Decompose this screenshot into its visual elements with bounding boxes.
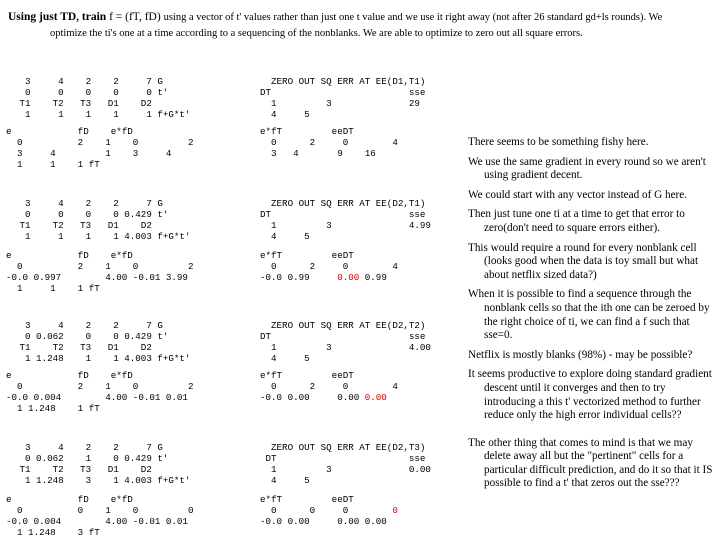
highlighted-zero-value: 0.00 [337,272,360,283]
round2-matrix: 3 4 2 2 7 G 0 0 0 0 0.429 t' T1 T2 T3 D1 D2 1 1 1 1 4.003 f+G*t' [14,198,191,242]
round2-error-matrix: e fD e*fD 0 2 1 0 2 -0.0 0.997 4.00 -0.01 3.99 1 1 1 fT [6,250,194,294]
note-paragraph: Then just tune one ti at a time to get that error to zero(don't need to square errors either). [468,208,685,234]
note-paragraph: We use the same gradient in every round so we aren't using gradient decent. [468,155,706,182]
round3-error-matrix: e fD e*fD 0 2 1 0 2 -0.0 0.004 4.00 -0.01 0.01 1 1.248 1 fT [6,370,194,414]
note-paragraph: There seems to be something fishy here. [468,136,649,148]
round1-eft-panel: e*fT eeDT 0 2 0 4 3 4 9 16 [260,126,398,159]
notes-column [468,136,716,497]
round4-matrix: 3 4 2 2 7 G 0 0.062 1 0 0.429 t' T1 T2 T3 D1 D2 1 1.248 3 1 4.003 f+G*t' [14,442,191,486]
round4-error-matrix: e fD e*fD 0 0 1 0 0 -0.0 0.004 4.00 -0.01 0.01 1 1.248 3 fT [6,494,194,538]
note-paragraph: It seems productive to explore doing standard gradient descent until it converges and then to try introducing a this t' vectorized method to further reduce only the high error individual cells?? [468,368,712,422]
round2-sse-panel: ZERO OUT SQ ERR AT EE(D2,T1) DT sse 1 3 4.99 4 5 [260,198,431,242]
note-paragraph: Netflix is mostly blanks (98%) - may be possible? [468,348,693,361]
header-description: using a vector of t' values rather than just one t value and we use it right away (not after 26 standard gd+ls rounds). We [163,12,663,23]
round4-sse-panel: ZERO OUT SQ ERR AT EE(D2,T3) DT sse 1 3 0.00 4 5 [260,442,431,486]
header-bold-lead: Using just TD, train [8,11,107,23]
page-header [8,9,718,42]
header-line-2: optimize the ti's one at a time according to a sequencing of the nonblanks. We are able to optimize to zero out all square errors. [50,28,583,39]
highlighted-zero-value: 0 [392,505,398,516]
note-paragraph: We could start with any vector instead of G here. [468,188,688,201]
round1-error-matrix: e fD e*fD 0 2 1 0 2 3 4 1 3 4 1 1 1 fT [6,126,194,170]
round2-eft-panel: e*fT eeDT 0 2 0 4 -0.0 0.99 0.00 0.99 [260,250,398,283]
header-line-1 [8,9,718,26]
round3-matrix: 3 4 2 2 7 G 0 0.062 0 0 0.429 t' T1 T2 T3 D1 D2 1 1.248 1 1 4.003 f+G*t' [14,320,191,364]
round3-eft-panel: e*fT eeDT 0 2 0 4 -0.0 0.00 0.00 0.00 [260,370,398,403]
round4-eft-panel: e*fT eeDT 0 0 0 0 -0.0 0.00 0.00 0.00 [260,494,398,527]
round3-sse-panel: ZERO OUT SQ ERR AT EE(D2,T2) DT sse 1 3 4.00 4 5 [260,320,431,364]
round1-matrix: 3 4 2 2 7 G 0 0 0 0 0 t' T1 T2 T3 D1 D2 1 1 1 1 1 f+G*t' [14,76,191,120]
note-paragraph: This would require a round for every nonblank cell (looks good when the data is toy small but what about netflix sized data?) [468,241,699,281]
header-formula: f = (fT, fD) [109,11,161,23]
note-paragraph: When it is possible to find a sequence through the nonblank cells so that the ith one can be zeroed by the right choice of ti, we can find a f such that sse=0. [468,288,710,342]
highlighted-zero-value: 0.00 [364,392,387,403]
note-paragraph: The other thing that comes to mind is that we may delete away all but the "pertinent" cells for a particular difficult prediction, and do it so that it IS possible to find a t' that zeros out the sse??? [468,436,713,490]
round1-sse-panel: ZERO OUT SQ ERR AT EE(D1,T1) DT sse 1 3 29 4 5 [260,76,426,120]
